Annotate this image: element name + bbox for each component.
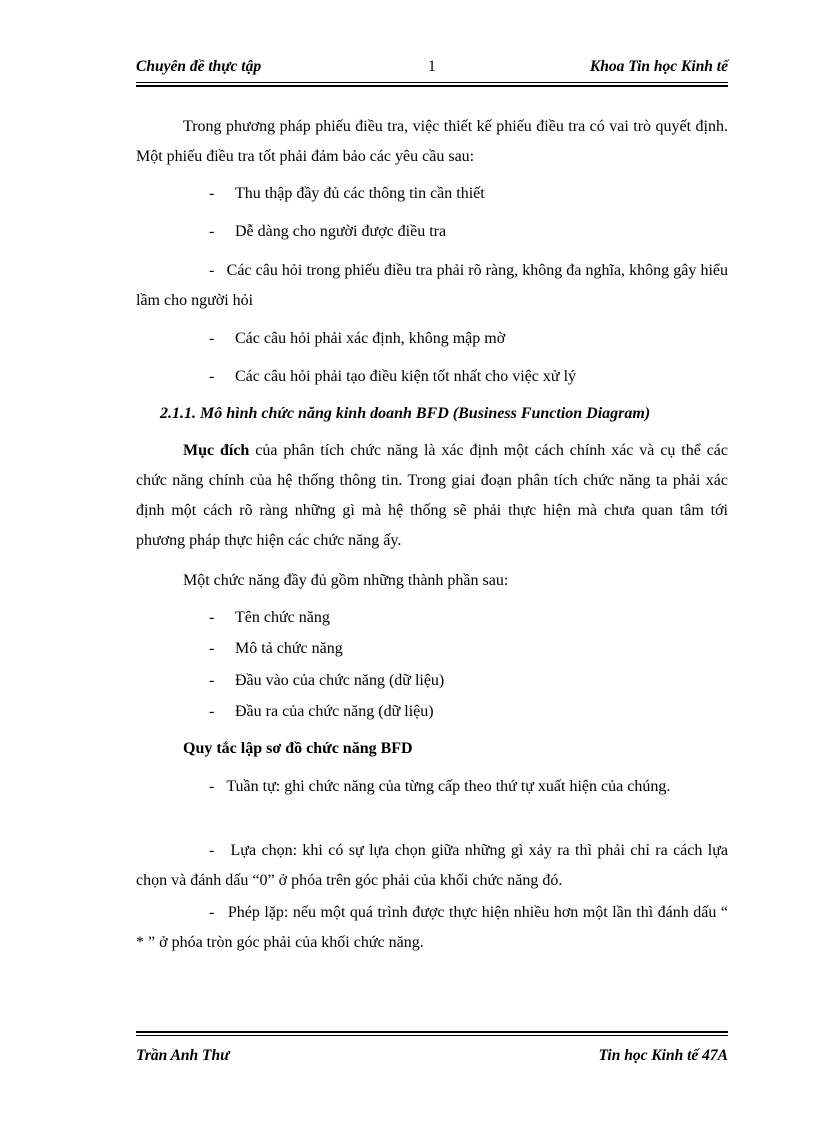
header-title: Chuyên đề thực tập bbox=[136, 58, 262, 75]
header-department: Khoa Tin học Kinh tế bbox=[589, 58, 728, 75]
rules-title: Quy tắc lập sơ đồ chức năng BFD bbox=[183, 740, 413, 757]
purpose-paragraph bbox=[136, 436, 728, 556]
footer-class: Tin học Kinh tế 47A bbox=[598, 1047, 728, 1064]
intro-paragraph: Trong phương pháp phiếu điều tra, việc thiết kế phiếu điều tra có vai trò quyết định. Một phiếu điều tra tốt phải đảm bảo các yêu cầu sau: bbox=[136, 118, 728, 165]
list-item-long: - Các câu hỏi trong phiếu điều tra phải rõ ràng, không đa nghĩa, không gây hiểu lầm cho người hỏi bbox=[136, 262, 729, 309]
header-rule-thick bbox=[136, 85, 728, 87]
rule-item: - Lựa chọn: khi có sự lựa chọn giữa những gì xảy ra thì phải chỉ ra cách lựa chọn và đánh dấu “0” ở phóa trên góc phải của khối chức năng đó. bbox=[136, 842, 728, 889]
rule-item: - Tuần tự: ghi chức năng của từng cấp theo thứ tự xuất hiện của chúng. bbox=[209, 778, 671, 795]
purpose-text: của phân tích chức năng là xác định một cách chính xác và cụ thể các chức năng chính của hệ thống thông tin. Trong giai đoạn phân tích chức năng ta phải xác định một cách rõ ràng những gì mà hệ thống sẽ phải thực hiện mà chưa quan tâm tới phương pháp thực hiện các chức năng ấy. bbox=[136, 442, 729, 549]
page-header bbox=[136, 58, 728, 80]
header-rule bbox=[136, 82, 728, 83]
purpose-lead: Mục đích bbox=[183, 442, 250, 459]
footer-rule-thick bbox=[136, 1031, 728, 1033]
rule-item: - Phép lặp: nếu một quá trình được thực hiện nhiều hơn một lần thì đánh dấu “ * ” ở phóa tròn góc phải của khối chức năng. bbox=[136, 904, 729, 951]
section-heading: 2.1.1. Mô hình chức năng kinh doanh BFD (Business Function Diagram) bbox=[160, 405, 651, 422]
footer-author: Trần Anh Thư bbox=[136, 1047, 230, 1064]
page-footer bbox=[136, 1047, 728, 1069]
footer-rule bbox=[136, 1035, 728, 1036]
page-number: 1 bbox=[428, 58, 436, 75]
components-intro: Một chức năng đầy đủ gồm những thành phần sau: bbox=[183, 572, 509, 589]
